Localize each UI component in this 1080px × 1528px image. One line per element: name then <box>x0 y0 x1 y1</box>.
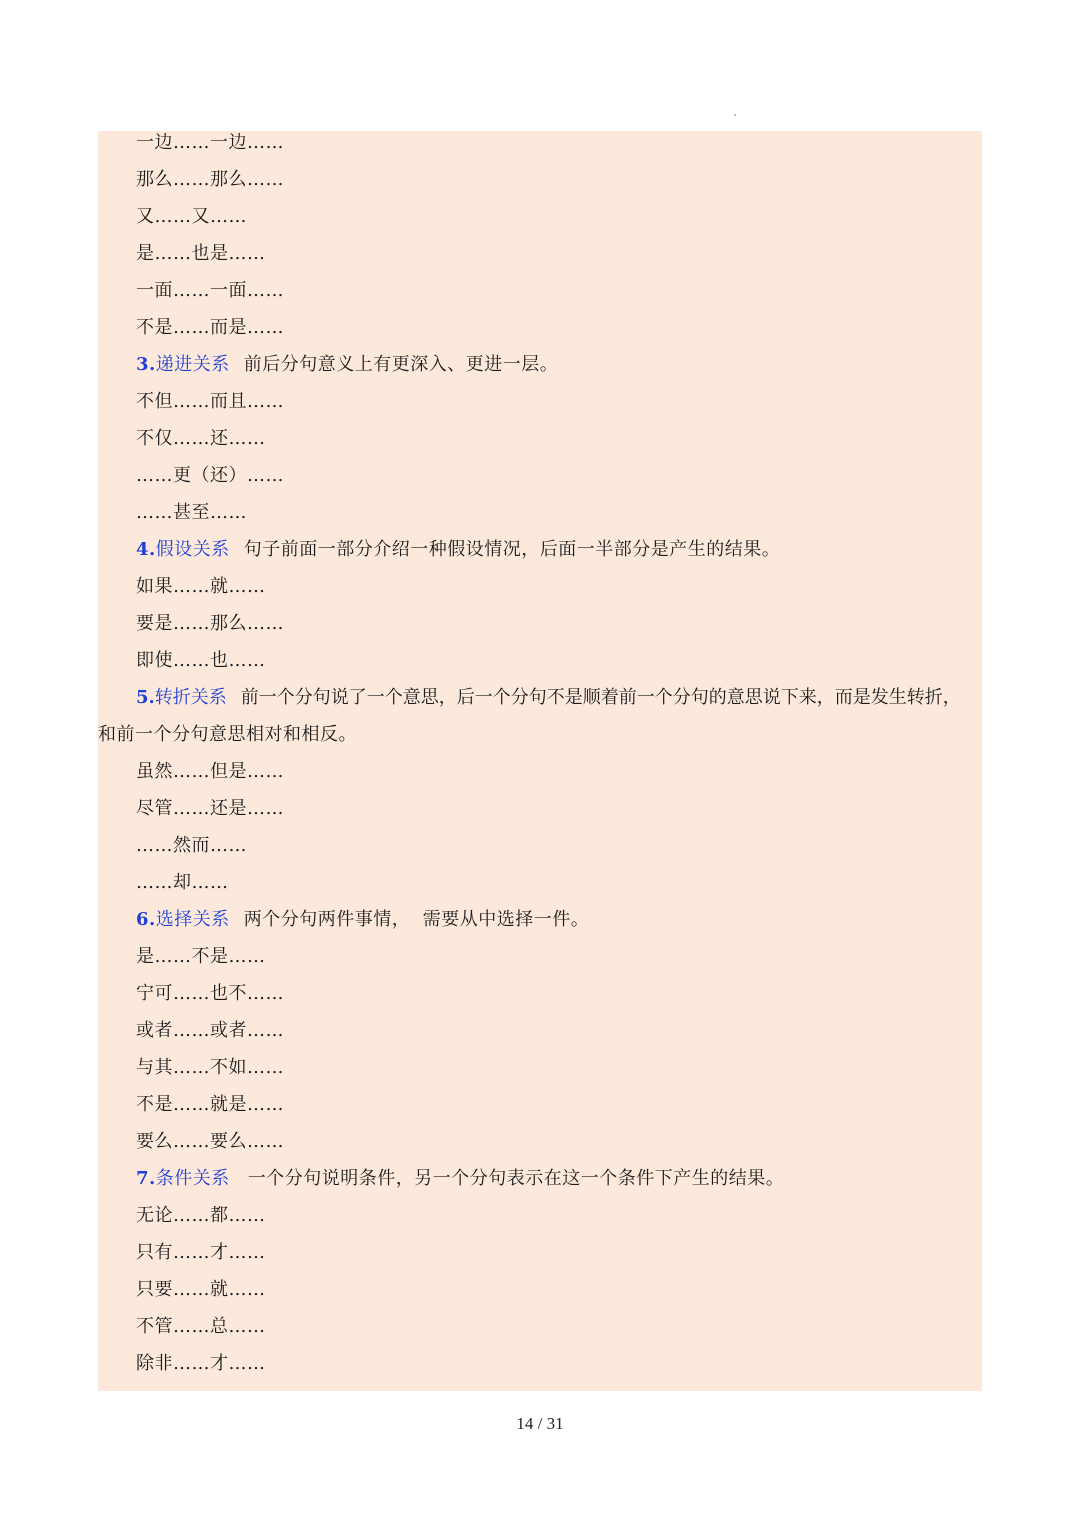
list-item: 宁可……也不…… <box>136 983 284 1004</box>
list-item: 与其……不如…… <box>136 1057 284 1078</box>
section-description: 一个分句说明条件，另一个分句表示在这一个条件下产生的结果。 <box>247 1168 785 1189</box>
section-number: 4. <box>136 539 156 560</box>
list-item: 不但……而且…… <box>136 391 284 412</box>
page-number: 14 / 31 <box>516 1414 564 1433</box>
list-item: 又……又…… <box>136 206 247 227</box>
list-item: 即使……也…… <box>136 650 266 671</box>
section-number: 5. <box>136 687 155 708</box>
page-mark <box>734 114 736 116</box>
list-item: ……更（还）…… <box>136 465 284 486</box>
list-item: ……却…… <box>136 872 229 893</box>
section-description-continued: 和前一个分句意思相对和相反。 <box>98 724 357 745</box>
list-item: 要么……要么…… <box>136 1131 284 1152</box>
section-title: 假设关系 <box>155 539 230 560</box>
list-item: 虽然……但是…… <box>136 761 284 782</box>
list-item: 或者……或者…… <box>136 1020 284 1041</box>
list-item: 那么……那么…… <box>136 169 284 190</box>
list-item: 除非……才…… <box>136 1353 266 1374</box>
list-item: 是……也是…… <box>136 243 266 264</box>
list-item: 是……不是…… <box>136 946 266 967</box>
list-item: 要是……那么…… <box>136 613 284 634</box>
section-heading-7 <box>136 1167 784 1191</box>
section-description: 句子前面一部分介绍一种假设情况，后面一半部分是产生的结果。 <box>243 539 781 560</box>
list-item: 只有……才…… <box>136 1242 266 1263</box>
section-title: 递进关系 <box>155 354 230 375</box>
list-item: 如果……就…… <box>136 576 266 597</box>
content-box <box>98 131 982 1391</box>
section-description: 两个分句两件事情， 需要从中选择一件。 <box>243 909 590 930</box>
section-title: 条件关系 <box>155 1168 230 1189</box>
section-heading-4 <box>136 538 780 562</box>
list-item: 不仅……还…… <box>136 428 266 449</box>
list-item: 无论……都…… <box>136 1205 266 1226</box>
section-title: 转折关系 <box>154 687 227 708</box>
section-description: 前后分句意义上有更深入、更进一层。 <box>243 354 559 375</box>
section-number: 6. <box>136 909 156 930</box>
section-title: 选择关系 <box>155 909 230 930</box>
section-heading-6 <box>136 908 589 932</box>
list-item: 一边……一边…… <box>136 132 284 153</box>
list-item: 尽管……还是…… <box>136 798 284 819</box>
section-number: 3. <box>136 354 156 375</box>
list-item: 只要……就…… <box>136 1279 266 1300</box>
section-description: 前一个分句说了一个意思，后一个分句不是顺着前一个分句的意思说下来，而是发生转折， <box>240 687 961 708</box>
section-number: 7. <box>136 1168 156 1189</box>
list-item: ……然而…… <box>136 835 247 856</box>
section-heading-5 <box>136 686 961 710</box>
list-item: 一面……一面…… <box>136 280 284 301</box>
list-item: ……甚至…… <box>136 502 247 523</box>
list-item: 不是……就是…… <box>136 1094 284 1115</box>
list-item: 不是……而是…… <box>136 317 284 338</box>
list-item: 不管……总…… <box>136 1316 266 1337</box>
section-heading-3 <box>136 353 558 377</box>
